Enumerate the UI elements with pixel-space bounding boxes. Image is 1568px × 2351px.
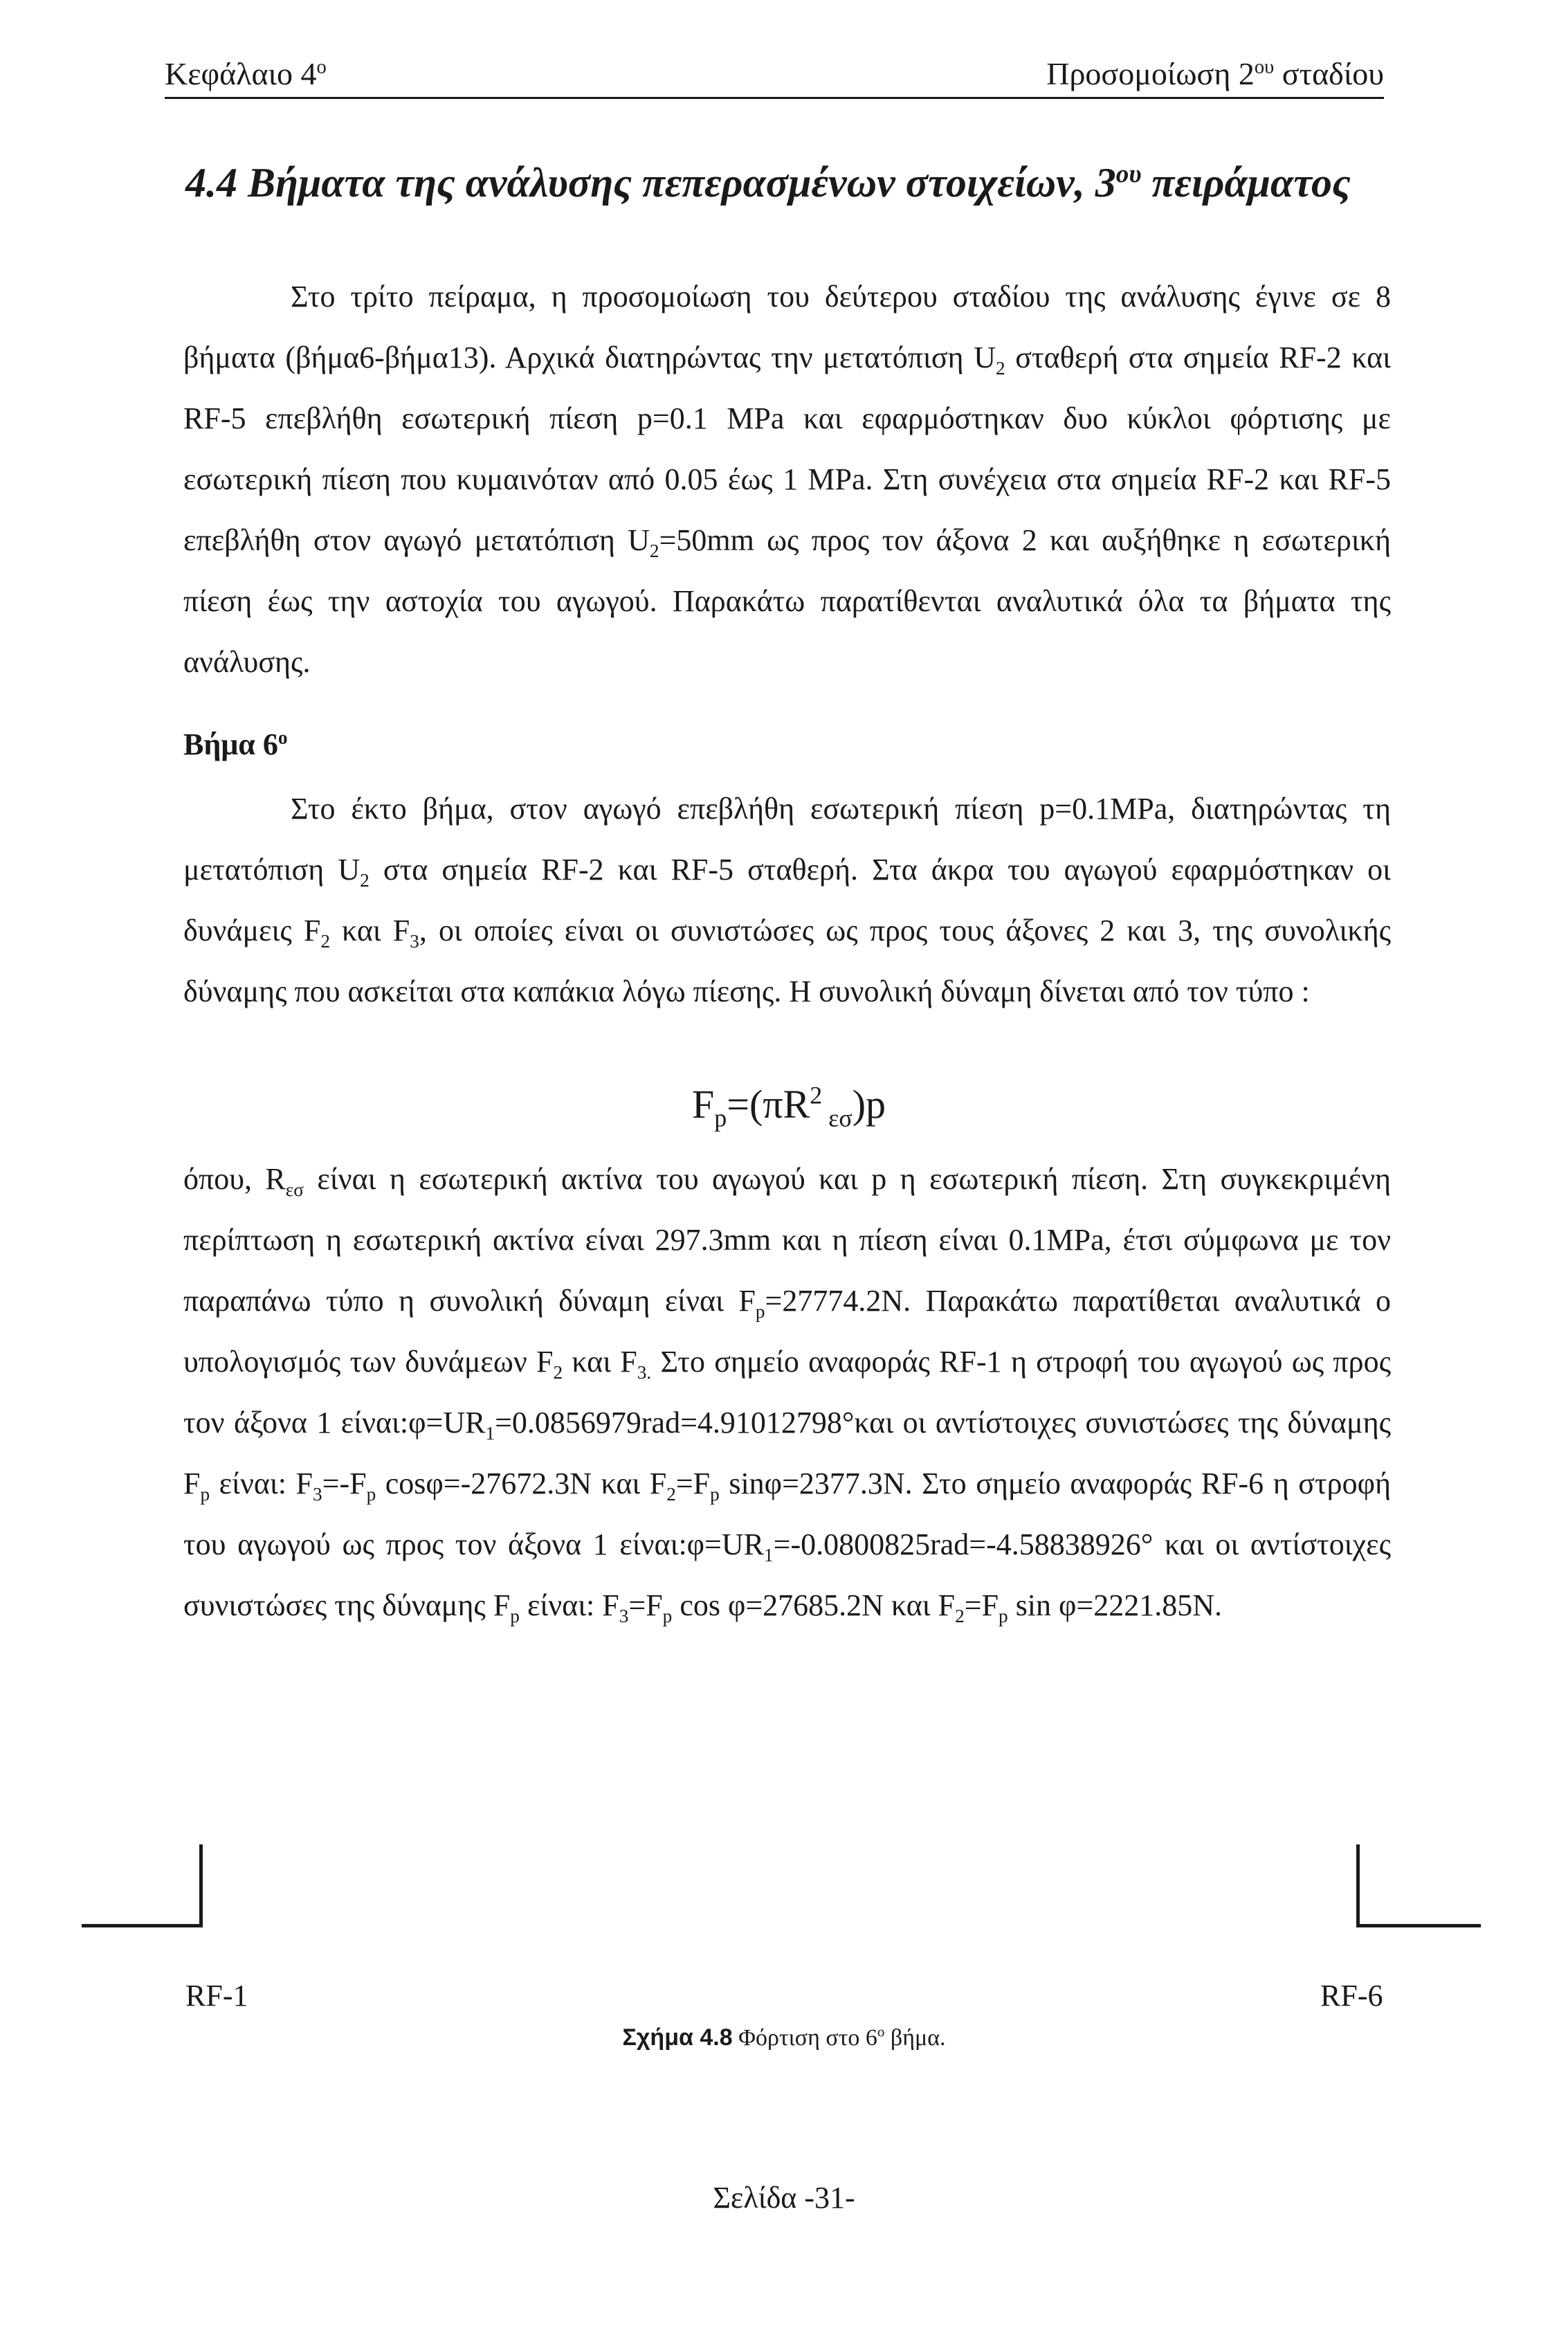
section-title: 4.4 Βήματα της ανάλυσης πεπερασμένων στοιχείων, $3^{o\upsilon}$ πειράματος <box>185 160 1351 206</box>
chapter-label: Κεφάλαιο $4^o$ <box>165 56 327 91</box>
page-header <box>165 55 1384 99</box>
left-support-vertical-line <box>199 1844 203 1927</box>
stage-label: Προσομοίωση $2^{o\upsilon}$ σταδίου <box>1046 56 1384 91</box>
figure-caption: Σχήμα 4.8 Φόρτιση στο $6^o$ βήμα. <box>622 2023 946 2051</box>
step-heading: Βήμα $6^o$ <box>183 727 288 761</box>
explanation-paragraph: όπου, $R_{\varepsilon\sigma}$ είναι η εσωτερική ακτίνα του αγωγού και p η εσωτερική πίεση. Στη συγκεκριμένη περίπτωση η εσωτερική ακτίνα είναι 297.3mm και η πίεση είναι 0.1MPa, έτσι σύμφωνα με τον παραπάνω τύπο η συνολική δύναμη είναι $F_p=27774.2N$. Παρακάτω παρατίθεται αναλυτικά ο υπολογισμός των δυνάμεων $F_2$ και $F_{3.}$ Στο σημείο αναφοράς RF-1 η στροφή του αγωγού ως προς τον άξονα 1 $\varepsilon ί\nu\alpha\iota:\varphi=UR_1=0.0856979rad=4.91012798^\circ\kappa\alpha\iota$ οι αντίστοιχες συνιστώσες της δύναμης $F_p$ είναι: $F_3=-F_p$ cosφ=-27672.3N και $F_2=F_p$ sinφ=2377.3N. Στο σημείο αναφοράς RF-6 η στροφή του αγωγού ως προς τον άξονα 1 $\varepsilon ί\nu\alpha\iota:\varphi=UR_1=-0.0800825rad=-4.58838926^\circ$ και οι αντίστοιχες συνιστώσες της δύναμης $F_p$ είναι: $F_3=F_p$ cos φ=27685.2N και $F_2=F_p$ sin φ=2221.85N. <box>183 1162 1392 1626</box>
left-support-horizontal-line <box>82 1924 201 1927</box>
force-formula: $F_p=(\pi R^2$ $_{\varepsilon\sigma}$)p <box>692 1081 886 1132</box>
right-support-vertical-line <box>1356 1844 1360 1927</box>
step-paragraph: Στο έκτο βήμα, στον αγωγό επεβλήθη εσωτερική πίεση p=0.1MPa, διατηρώντας τη μετατόπιση $U_2$ στα σημεία RF-2 και RF-5 σταθερή. Στα άκρα του αγωγού εφαρμόστηκαν οι δυνάμεις $F_2$ και $F_3$, οι οποίες είναι οι συνιστώσες ως προς τους άξονες 2 και 3, της συνολικής δύναμης που ασκείται στα καπάκια λόγω πίεσης. Η συνολική δύναμη δίνεται από τον τύπο : <box>183 792 1392 1008</box>
rf6-label: RF-6 <box>1320 1979 1383 2013</box>
intro-paragraph: Στο τρίτο πείραμα, η προσομοίωση του δεύτερου σταδίου της ανάλυσης έγινε σε 8 βήματα (βήμα6-βήμα13). Αρχικά διατηρώντας την μετατόπιση $U_2$ σταθερή στα σημεία RF-2 και RF-5 επεβλήθη εσωτερική πίεση p=0.1 MPa και εφαρμόστηκαν δυο κύκλοι φόρτισης με εσωτερική πίεση που κυμαινόταν από 0.05 έως 1 MPa. Στη συνέχεια στα σημεία RF-2 και RF-5 επεβλήθη στον αγωγό μετατόπιση $U_2=50mm$ ως προς τον άξονα 2 και αυξήθηκε η εσωτερική πίεση έως την αστοχία του αγωγού. Παρακάτω παρατίθενται αναλυτικά όλα τα βήματα της ανάλυσης. <box>183 280 1392 679</box>
page-number: Σελίδα -31- <box>713 2181 855 2215</box>
rf1-label: RF-1 <box>185 1979 248 2013</box>
right-support-horizontal-line <box>1356 1924 1481 1927</box>
